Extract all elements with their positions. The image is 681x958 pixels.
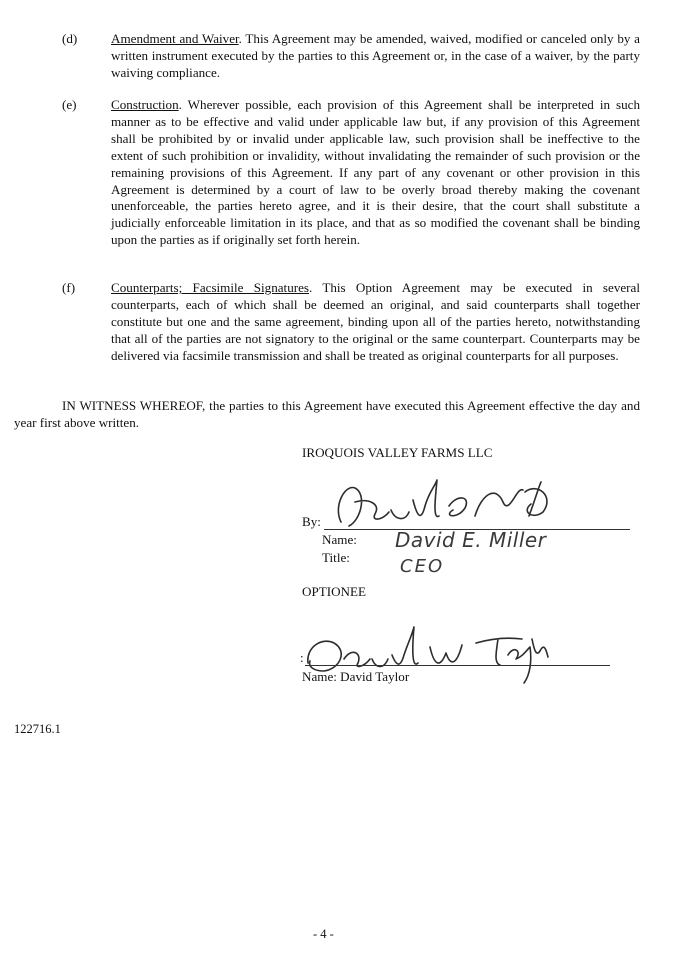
clause-text: . This Option Agreement may be executed in several counterparts, each of which shall be deemed an original, and said counterparts shall together constitute but one and the same agreement, binding upon all of the parties hereto, notwithstanding that all of the parties are not signatory to the original or the same counterpart. Counterparts may be delivered via facsimile transmission and shall be treated as original counterparts for all purposes. (111, 280, 640, 363)
company-name: IROQUOIS VALLEY FARMS LLC (302, 445, 493, 460)
clause-text: . Wherever possible, each provision of this Agreement shall be interpreted in such manner as to be effective and valid under applicable law but, if any provision of this Agreement shall be prohibited by or invalid under applicable law, such provision shall be ineffective to the extent of such prohibition or invalidity, without invalidating the remainder of such provision or the remaining provisions of this Agreement. If any part of any covenant or other provision in this Agreement is determined by a court of law to be overly broad thereby making the covenant unenforceable, the parties hereto agree, and it is their desire, that the court shall substitute a judicially enforceable limitation in its place, and that as so modified the covenant shall be binding upon the parties as if originally set forth herein. (111, 97, 640, 248)
clause-f (14, 280, 640, 365)
optionee-colon: : (300, 650, 304, 665)
clause-text: . This Agreement may be amended, waived, modified or canceled only by a written instrument executed by the parties to this Agreement or, in the case of a waiver, by the party waiving compliance. (111, 31, 640, 80)
name-label: Name: (322, 532, 357, 547)
clause-marker: (d) (62, 31, 78, 46)
optionee-signature-line (305, 665, 610, 666)
optionee-heading: OPTIONEE (302, 584, 367, 599)
witness-paragraph: IN WITNESS WHEREOF, the parties to this Agreement have executed this Agreement effective the day and year first above written. (14, 398, 640, 430)
handwritten-name: David E. Miller (395, 528, 547, 552)
clause-title: Amendment and Waiver (111, 31, 239, 46)
clause-marker: (e) (62, 97, 77, 112)
optionee-name: Name: David Taylor (302, 669, 410, 684)
by-label: By: (302, 514, 321, 529)
clause-title: Counterparts; Facsimile Signatures (111, 280, 310, 295)
company-signature (325, 476, 555, 536)
document-number: 122716.1 (14, 722, 61, 736)
page-number: - 4 - (313, 927, 334, 941)
clause-body (111, 31, 640, 82)
clause-d (14, 31, 640, 82)
clause-body (111, 280, 640, 365)
handwritten-title: CEO (400, 556, 445, 577)
clause-e (14, 97, 640, 249)
title-label: Title: (322, 550, 350, 565)
clause-marker: (f) (62, 280, 76, 295)
clause-body (111, 97, 640, 249)
clause-title: Construction (111, 97, 179, 112)
